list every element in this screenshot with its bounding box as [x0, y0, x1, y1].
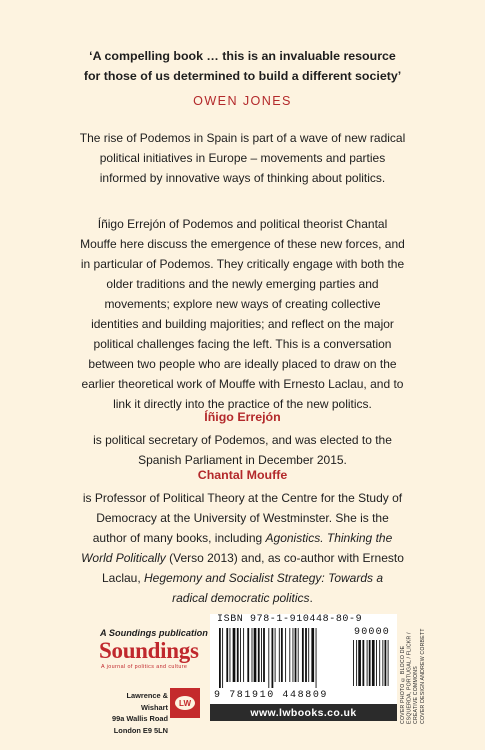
- text-line: [40, 588, 445, 608]
- author-name-errejon: Íñigo Errejón: [204, 410, 281, 424]
- credit-line: CREATIVE COMMONS: [413, 666, 420, 724]
- barcode-bar: [219, 628, 221, 688]
- author-name-mouffe: Chantal Mouffe: [197, 468, 288, 482]
- text-line: in particular of Podemos. They critically engage with both the: [80, 257, 405, 271]
- text-line: [40, 528, 445, 548]
- text-segment: Laclau,: [101, 571, 144, 585]
- price-digits: 90000: [354, 627, 391, 638]
- barcode-bar: [281, 628, 283, 682]
- quote-line: for those of us determined to build a different society’: [83, 69, 402, 83]
- barcode-bar: [254, 628, 257, 682]
- barcode-bar: [240, 628, 241, 682]
- address-line: 99a Wallis Road: [112, 714, 168, 724]
- barcode-bar: [293, 628, 294, 682]
- barcode-main-bars: [219, 628, 317, 688]
- text-line: Mouffe here discuss the emergence of these new forces, and: [80, 237, 405, 251]
- barcode-bar: [369, 640, 371, 686]
- barcode-bar: [372, 640, 375, 686]
- barcode-bar: [295, 628, 297, 682]
- barcode-bar: [263, 628, 265, 682]
- barcode-bar: [376, 640, 377, 686]
- address-line: Lawrence & Wishart: [126, 691, 168, 712]
- publisher-address: [108, 690, 168, 736]
- barcode-bar: [382, 640, 383, 686]
- barcode-bar: [279, 628, 280, 682]
- barcode-bar: [233, 628, 236, 682]
- barcode-bar: [247, 628, 249, 682]
- text-line: [40, 568, 445, 588]
- text-line: Íñigo Errejón of Podemos and political theorist Chantal: [97, 217, 388, 231]
- publisher-url: www.lwbooks.co.uk: [210, 704, 397, 721]
- book-title: Agonistics. Thinking the: [265, 531, 393, 545]
- barcode-bar: [302, 628, 304, 682]
- text-line: identities and building majorities; and reflect on the major: [91, 317, 394, 331]
- barcode-bar: [230, 628, 231, 682]
- text-line: between two people who are ideally placed to draw on the: [88, 357, 397, 371]
- book-title: World Politically: [81, 551, 166, 565]
- barcode-bar: [358, 640, 361, 686]
- author-bio-mouffe: [40, 488, 445, 608]
- credit-line: COVER PHOTO © BLOCO DE: [400, 645, 406, 724]
- barcode-bar: [298, 628, 299, 682]
- lw-logo: [170, 688, 200, 718]
- text-line: The rise of Podemos in Spain is part of a wave of new radical: [79, 131, 406, 145]
- barcode-bar: [316, 628, 317, 688]
- barcode-bar: [237, 628, 239, 682]
- text-line: political initiatives in Europe – movements and parties: [99, 151, 386, 165]
- pull-quote: [40, 46, 445, 86]
- barcode-bar: [305, 628, 307, 682]
- quote-line: ‘A compelling book … this is an invaluable resource: [89, 49, 396, 63]
- barcode-bar: [367, 640, 368, 686]
- text-line: informed by innovative ways of thinking about politics.: [99, 171, 386, 185]
- credit-line: COVER DESIGN ANDREW CORBETT: [419, 628, 426, 724]
- barcode-bar: [311, 628, 314, 682]
- lw-logo-mark: LW: [175, 696, 195, 710]
- description-paragraph-1: [40, 128, 445, 188]
- barcode-bar: [268, 628, 269, 688]
- text-segment: author of many books, including: [92, 531, 266, 545]
- text-line: Democracy at the University of Westminster. She is the: [96, 511, 389, 525]
- barcode-bar: [385, 640, 387, 686]
- text-line: movements; explore new ways of creating collective: [104, 297, 381, 311]
- barcode-bar: [272, 628, 274, 688]
- barcode-bar: [308, 628, 309, 682]
- text-segment: .: [309, 591, 313, 605]
- text-line: Spanish Parliament in December 2015.: [138, 453, 347, 467]
- barcode-bar: [362, 640, 364, 686]
- soundings-tagline: A journal of politics and culture: [101, 664, 188, 670]
- barcode-bar: [289, 628, 290, 682]
- credit-line: ESQUERDA, PORTUGAL / FLICKR /: [406, 632, 413, 724]
- barcode-bar: [252, 628, 253, 682]
- quote-author: OWEN JONES: [193, 94, 292, 108]
- description-paragraph-2: [40, 214, 445, 414]
- text-line: is Professor of Political Theory at the Centre for the Study of: [82, 491, 403, 505]
- barcode-price-bars: [353, 640, 389, 686]
- text-line: political challenges facing the left. This is a conversation: [93, 337, 392, 351]
- author-bio-errejon: [40, 430, 445, 470]
- text-line: older traditions and the newly emerging parties and: [106, 277, 379, 291]
- barcode-bar: [275, 628, 276, 682]
- text-segment: (Verso 2013) and, as co-author with Ernesto: [165, 551, 404, 565]
- barcode-bar: [285, 628, 286, 682]
- barcode-bar: [379, 640, 380, 686]
- barcode-bar: [356, 640, 357, 686]
- barcode-bar: [261, 628, 262, 682]
- barcode-bar: [258, 628, 260, 682]
- text-line: link it directly into the practice of the new politics.: [113, 397, 372, 411]
- book-title: Hegemony and Socialist Strategy: Towards a: [144, 571, 384, 585]
- address-line: London E9 5LN: [113, 725, 168, 735]
- barcode-bar: [243, 628, 244, 682]
- barcode-bar: [353, 640, 354, 686]
- barcode-bar: [222, 628, 223, 688]
- book-title: radical democratic politics: [172, 591, 310, 605]
- isbn-label: ISBN 978-1-910448-80-9: [217, 614, 363, 625]
- cover-credits: [400, 614, 426, 724]
- text-line: is political secretary of Podemos, and was elected to the: [93, 433, 392, 447]
- text-line: earlier theoretical work of Mouffe with Ernesto Laclau, and to: [81, 377, 404, 391]
- barcode-digits: 9 781910 448809: [214, 690, 329, 701]
- soundings-logo: Soundings: [99, 638, 199, 663]
- barcode-bar: [226, 628, 228, 682]
- publication-note: A Soundings publication: [100, 628, 208, 638]
- text-line: [40, 548, 445, 568]
- barcode-bar: [388, 640, 389, 686]
